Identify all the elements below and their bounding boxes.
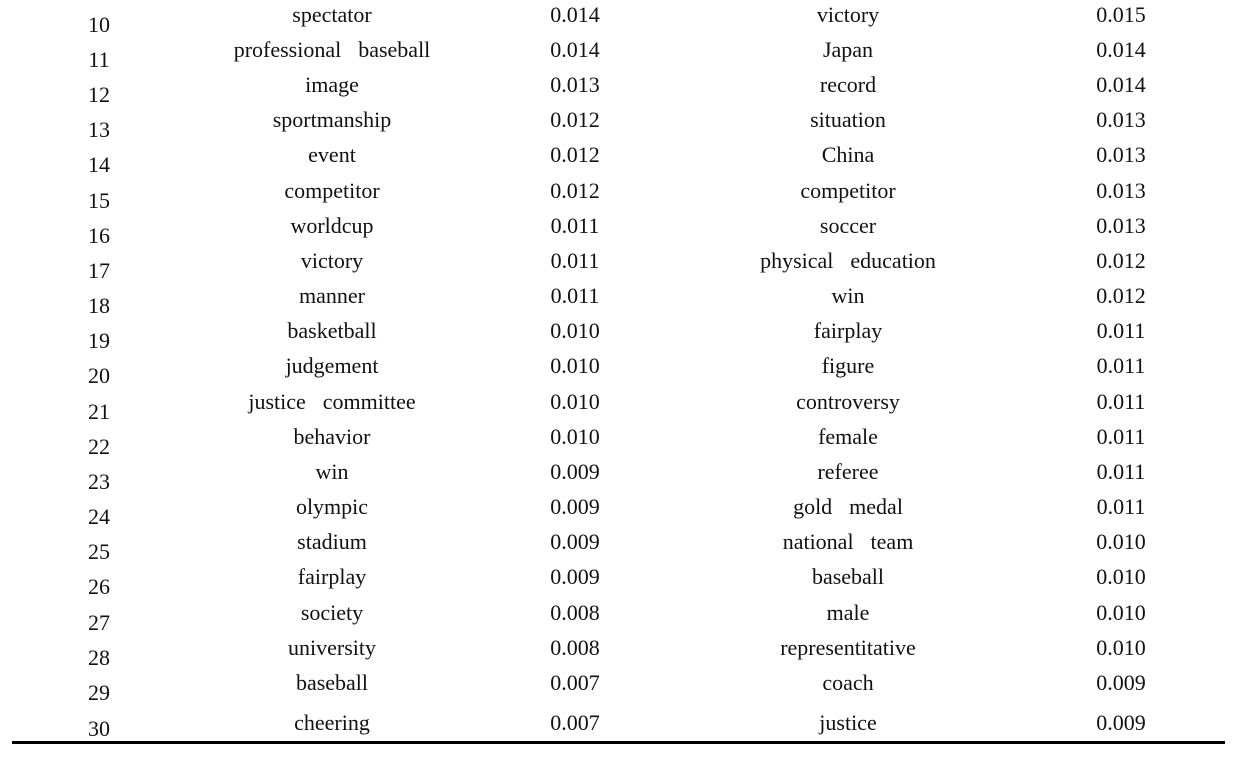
word-left-cell: stadium bbox=[297, 529, 367, 554]
value-right-cell: 0.013 bbox=[1096, 213, 1146, 238]
value-right-cell: 0.010 bbox=[1096, 635, 1146, 660]
word-left-cell: baseball bbox=[295, 670, 369, 695]
value-right-cell: 0.011 bbox=[1096, 389, 1146, 414]
table-row bbox=[0, 422, 1242, 457]
table-row bbox=[0, 598, 1242, 633]
value-left-cell: 0.007 bbox=[550, 710, 600, 735]
value-left-cell: 0.010 bbox=[550, 424, 600, 449]
value-right-cell: 0.011 bbox=[1096, 318, 1146, 343]
value-right-cell: 0.013 bbox=[1096, 107, 1146, 132]
word-left-cell: competitor bbox=[284, 178, 380, 203]
value-left-cell: 0.008 bbox=[550, 600, 600, 625]
value-left-cell: 0.007 bbox=[550, 670, 600, 695]
word-left-cell: cheering bbox=[294, 710, 370, 735]
table-row bbox=[0, 457, 1242, 492]
rank-cell: 13 bbox=[88, 117, 110, 142]
table-row bbox=[0, 562, 1242, 597]
rank-cell: 14 bbox=[88, 152, 110, 177]
word-left-cell: behavior bbox=[293, 424, 371, 449]
value-right-cell: 0.015 bbox=[1096, 2, 1146, 27]
word-left-cell: sportmanship bbox=[272, 107, 392, 132]
word-left-cell: worldcup bbox=[290, 213, 374, 238]
value-left-cell: 0.014 bbox=[550, 2, 600, 27]
rank-cell: 28 bbox=[88, 645, 110, 670]
value-right-cell: 0.012 bbox=[1096, 248, 1146, 273]
rank-cell: 15 bbox=[88, 188, 110, 213]
word-right-cell: national team bbox=[782, 529, 914, 554]
word-left-cell: justice committee bbox=[248, 389, 416, 414]
table-row bbox=[0, 105, 1242, 140]
value-right-cell: 0.013 bbox=[1096, 142, 1146, 167]
rank-cell: 10 bbox=[88, 12, 110, 37]
value-right-cell: 0.011 bbox=[1096, 459, 1146, 484]
rank-cell: 18 bbox=[88, 293, 110, 318]
rank-cell: 24 bbox=[88, 504, 110, 529]
word-left-cell: professional baseball bbox=[233, 37, 431, 62]
word-left-cell: fairplay bbox=[297, 564, 367, 589]
rank-cell: 21 bbox=[88, 399, 110, 424]
word-right-cell: referee bbox=[817, 459, 879, 484]
rank-cell: 11 bbox=[88, 47, 110, 72]
value-right-cell: 0.014 bbox=[1096, 37, 1146, 62]
rank-cell: 16 bbox=[88, 223, 110, 248]
value-left-cell: 0.012 bbox=[550, 142, 600, 167]
table-row bbox=[0, 387, 1242, 422]
word-right-cell: victory bbox=[816, 2, 880, 27]
value-left-cell: 0.013 bbox=[550, 72, 600, 97]
table-row bbox=[0, 0, 1242, 35]
rank-cell: 27 bbox=[88, 610, 110, 635]
value-left-cell: 0.010 bbox=[550, 389, 600, 414]
table-row bbox=[0, 316, 1242, 351]
word-right-cell: soccer bbox=[819, 213, 877, 238]
value-left-cell: 0.009 bbox=[550, 459, 600, 484]
value-right-cell: 0.011 bbox=[1096, 494, 1146, 519]
table-row bbox=[0, 211, 1242, 246]
value-right-cell: 0.010 bbox=[1096, 529, 1146, 554]
value-right-cell: 0.010 bbox=[1096, 600, 1146, 625]
rank-cell: 26 bbox=[88, 574, 110, 599]
word-left-cell: olympic bbox=[295, 494, 369, 519]
word-left-cell: image bbox=[305, 72, 359, 97]
value-left-cell: 0.014 bbox=[550, 37, 600, 62]
word-right-cell: situation bbox=[810, 107, 886, 132]
word-right-cell: figure bbox=[821, 353, 875, 378]
word-right-cell: physical education bbox=[760, 248, 936, 273]
word-right-cell: China bbox=[821, 142, 875, 167]
value-right-cell: 0.009 bbox=[1096, 670, 1146, 695]
word-left-cell: win bbox=[315, 459, 349, 484]
value-left-cell: 0.011 bbox=[550, 213, 600, 238]
word-right-cell: record bbox=[819, 72, 877, 97]
word-right-cell: Japan bbox=[822, 37, 874, 62]
word-left-cell: university bbox=[288, 635, 376, 660]
table-row bbox=[0, 246, 1242, 281]
rank-cell: 30 bbox=[88, 716, 110, 741]
table-row bbox=[0, 633, 1242, 668]
value-left-cell: 0.012 bbox=[550, 107, 600, 132]
value-right-cell: 0.011 bbox=[1096, 353, 1146, 378]
value-left-cell: 0.012 bbox=[550, 178, 600, 203]
value-left-cell: 0.009 bbox=[550, 564, 600, 589]
table-row bbox=[0, 281, 1242, 316]
rank-cell: 29 bbox=[88, 680, 110, 705]
word-left-cell: victory bbox=[300, 248, 364, 273]
table-bottom-rule bbox=[12, 741, 1225, 744]
word-right-cell: controversy bbox=[796, 389, 900, 414]
word-left-cell: manner bbox=[299, 283, 365, 308]
value-right-cell: 0.011 bbox=[1096, 424, 1146, 449]
value-right-cell: 0.013 bbox=[1096, 178, 1146, 203]
table-row bbox=[0, 176, 1242, 211]
rank-cell: 23 bbox=[88, 469, 110, 494]
word-right-cell: baseball bbox=[811, 564, 885, 589]
value-left-cell: 0.010 bbox=[550, 318, 600, 343]
word-right-cell: male bbox=[826, 600, 870, 625]
value-right-cell: 0.014 bbox=[1096, 72, 1146, 97]
table-row bbox=[0, 527, 1242, 562]
word-right-cell: justice bbox=[819, 710, 877, 735]
word-left-cell: event bbox=[308, 142, 356, 167]
rank-cell: 20 bbox=[88, 363, 110, 388]
word-left-cell: spectator bbox=[292, 2, 372, 27]
value-left-cell: 0.010 bbox=[550, 353, 600, 378]
word-right-cell: competitor bbox=[800, 178, 896, 203]
table-row bbox=[0, 668, 1242, 703]
rank-cell: 22 bbox=[88, 434, 110, 459]
table-row bbox=[0, 492, 1242, 527]
table-row bbox=[0, 140, 1242, 175]
word-right-cell: fairplay bbox=[813, 318, 883, 343]
table-row bbox=[0, 35, 1242, 70]
word-right-cell: representitative bbox=[780, 635, 916, 660]
value-left-cell: 0.009 bbox=[550, 494, 600, 519]
word-right-cell: coach bbox=[822, 670, 874, 695]
word-right-cell: female bbox=[818, 424, 878, 449]
value-left-cell: 0.008 bbox=[550, 635, 600, 660]
value-right-cell: 0.009 bbox=[1096, 710, 1146, 735]
table-row bbox=[0, 351, 1242, 386]
word-right-cell: win bbox=[831, 283, 865, 308]
table-row bbox=[0, 708, 1242, 743]
word-left-cell: judgement bbox=[285, 353, 379, 378]
word-left-cell: basketball bbox=[287, 318, 377, 343]
value-right-cell: 0.012 bbox=[1096, 283, 1146, 308]
table-row bbox=[0, 70, 1242, 105]
value-left-cell: 0.011 bbox=[550, 248, 600, 273]
value-left-cell: 0.011 bbox=[550, 283, 600, 308]
value-right-cell: 0.010 bbox=[1096, 564, 1146, 589]
rank-cell: 12 bbox=[88, 82, 110, 107]
rank-cell: 25 bbox=[88, 539, 110, 564]
word-left-cell: society bbox=[300, 600, 364, 625]
value-left-cell: 0.009 bbox=[550, 529, 600, 554]
rank-cell: 19 bbox=[88, 328, 110, 353]
rank-cell: 17 bbox=[88, 258, 110, 283]
word-right-cell: gold medal bbox=[793, 494, 903, 519]
